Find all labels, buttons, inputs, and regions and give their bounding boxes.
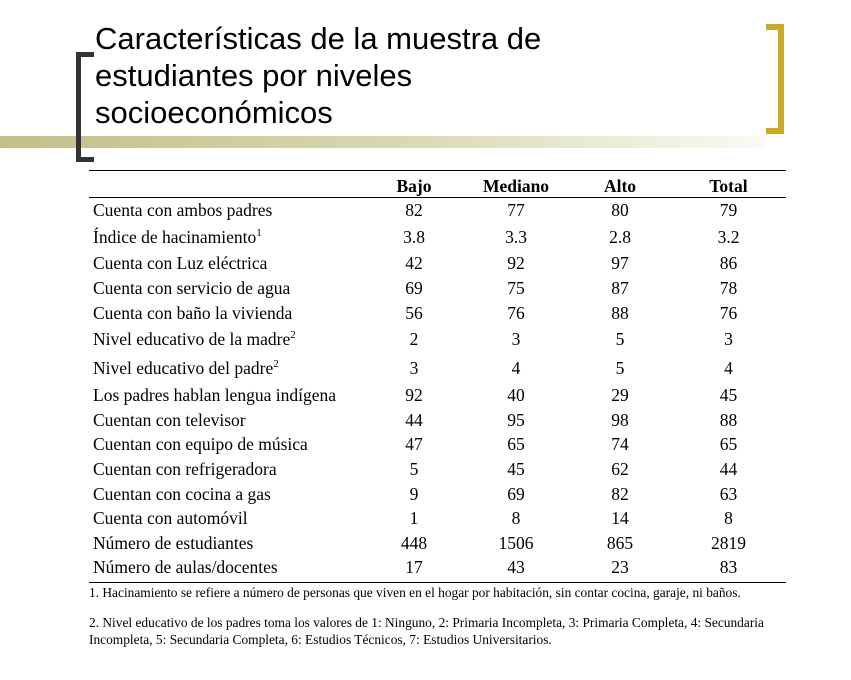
row-label-text: Número de aulas/docentes [93,557,278,578]
row-label [89,433,365,458]
row-label-text: Cuentan con televisor [93,409,246,430]
row-label [89,276,365,301]
table-row [89,325,786,354]
header-mediano: Mediano [463,171,569,198]
cell-value: 44 [719,458,738,479]
cell-value: 2 [409,329,419,350]
cell-value: 448 [400,532,428,553]
cell-value: 1506 [498,532,534,553]
cell-value: 63 [719,483,738,504]
row-label-text: Cuentan con cocina a gas [93,483,271,504]
cell-value: 78 [719,277,738,298]
cell-value: 44 [405,409,423,430]
table-row [89,301,786,326]
cell-value: 4 [724,358,733,379]
left-bracket-decoration [76,52,94,162]
cell-value: 45 [507,458,525,479]
footnote-marker: 2 [273,358,279,371]
row-label-text: Nivel educativo de la madre [93,329,291,350]
cell-value: 2819 [711,532,746,553]
cell-value: 4 [511,358,521,379]
row-label [89,198,365,223]
cell-value: 3.2 [717,226,740,247]
page-title [95,20,715,131]
row-label [89,531,365,556]
cell-value: 76 [507,302,525,323]
cell-value: 5 [615,358,625,379]
table-row [89,198,786,223]
row-label [89,556,365,581]
cell-value: 62 [611,458,629,479]
row-label-text: Cuenta con Luz eléctrica [93,253,268,274]
cell-value: 75 [507,277,525,298]
cell-value: 92 [405,385,423,406]
table-row [89,276,786,301]
cell-value: 8 [724,508,733,529]
row-label-text: Cuenta con automóvil [93,508,248,529]
table-row [89,506,786,531]
cell-value: 3.3 [505,226,527,247]
row-label [89,457,365,482]
table-row [89,556,786,581]
cell-value: 865 [606,532,634,553]
cell-value: 82 [611,483,629,504]
cell-value: 5 [615,329,625,350]
row-label [89,383,365,408]
cell-value: 14 [611,508,629,529]
footnote-marker: 1 [256,226,262,239]
row-label-text: Cuentan con refrigeradora [93,458,277,479]
cell-value: 65 [719,434,738,455]
table-row [89,383,786,408]
row-label-text: Índice de hacinamiento [93,226,257,247]
row-label-text: Los padres hablan lengua indígena [93,385,336,406]
cell-value: 76 [719,302,738,323]
header-alto: Alto [569,171,671,198]
table-row [89,408,786,433]
header-empty [89,171,365,198]
cell-value: 9 [409,483,419,504]
cell-value: 69 [405,277,423,298]
cell-value: 17 [405,557,423,578]
table-row [89,482,786,507]
footnote-2: 2. Nivel educativo de los padres toma los valores de 1: Ninguno, 2: Primaria Incompleta, 3: Primaria Completa, 4: Secundaria Incompleta, 5: Secundaria Completa, 6: Estudios Técnicos, 7: Estudios Universitarios. [89,615,764,647]
row-label-text: Cuenta con ambos padres [93,199,273,220]
cell-value: 86 [719,253,738,274]
cell-value: 29 [611,385,629,406]
cell-value: 77 [507,199,525,220]
row-label [89,252,365,277]
cell-value: 47 [405,434,423,455]
table-row [89,531,786,556]
cell-value: 42 [405,253,423,274]
row-label-text: Cuentan con equipo de música [93,434,308,455]
cell-value: 8 [511,508,521,529]
table-row [89,354,786,383]
cell-value: 82 [405,199,423,220]
row-label [89,301,365,326]
table-row [89,223,786,252]
table-row [89,252,786,277]
cell-value: 95 [507,409,525,430]
row-label-text: Cuenta con baño la vivienda [93,302,293,323]
cell-value: 98 [611,409,629,430]
cell-value: 83 [719,557,738,578]
cell-value: 69 [507,483,525,504]
cell-value: 3 [511,329,521,350]
header-bajo: Bajo [365,171,463,198]
title-line-1: Características de la muestra de [95,21,542,56]
cell-value: 65 [507,434,525,455]
row-label [89,482,365,507]
table-bottom-rule [89,582,786,583]
cell-value: 45 [719,385,738,406]
row-label [89,354,365,383]
cell-value: 80 [611,199,629,220]
cell-value: 88 [719,409,738,430]
table-row [89,457,786,482]
cell-value: 5 [409,458,419,479]
cell-value: 43 [507,557,525,578]
footnote-marker: 2 [290,329,296,342]
table-header-row [89,171,786,198]
cell-value: 97 [611,253,629,274]
cell-value: 87 [611,277,629,298]
cell-value: 3 [724,329,733,350]
row-label [89,223,365,252]
decorative-bar [0,136,766,148]
footnotes [89,584,786,648]
table-row [89,433,786,458]
cell-value: 3.8 [403,226,425,247]
cell-value: 56 [405,302,423,323]
cell-value: 88 [611,302,629,323]
data-table [89,171,786,580]
row-label [89,408,365,433]
cell-value: 23 [611,557,629,578]
title-line-2: estudiantes por niveles [95,58,413,93]
cell-value: 74 [611,434,629,455]
header-total: Total [671,171,786,198]
row-label-text: Cuenta con servicio de agua [93,277,291,298]
title-line-3: socioeconómicos [95,95,333,130]
cell-value: 92 [507,253,525,274]
cell-value: 3 [409,358,419,379]
cell-value: 79 [719,199,738,220]
row-label-text: Nivel educativo del padre [93,358,274,379]
row-label [89,325,365,354]
right-bracket-decoration [766,24,784,134]
cell-value: 1 [409,508,419,529]
footnote-1: 1. Hacinamiento se refiere a número de personas que viven en el hogar por habitación, sin contar cocina, garaje, ni baños. [89,585,741,600]
row-label [89,506,365,531]
table-body [89,198,786,581]
data-table-container [89,170,786,583]
cell-value: 2.8 [609,226,631,247]
row-label-text: Número de estudiantes [93,532,254,553]
cell-value: 40 [507,385,525,406]
